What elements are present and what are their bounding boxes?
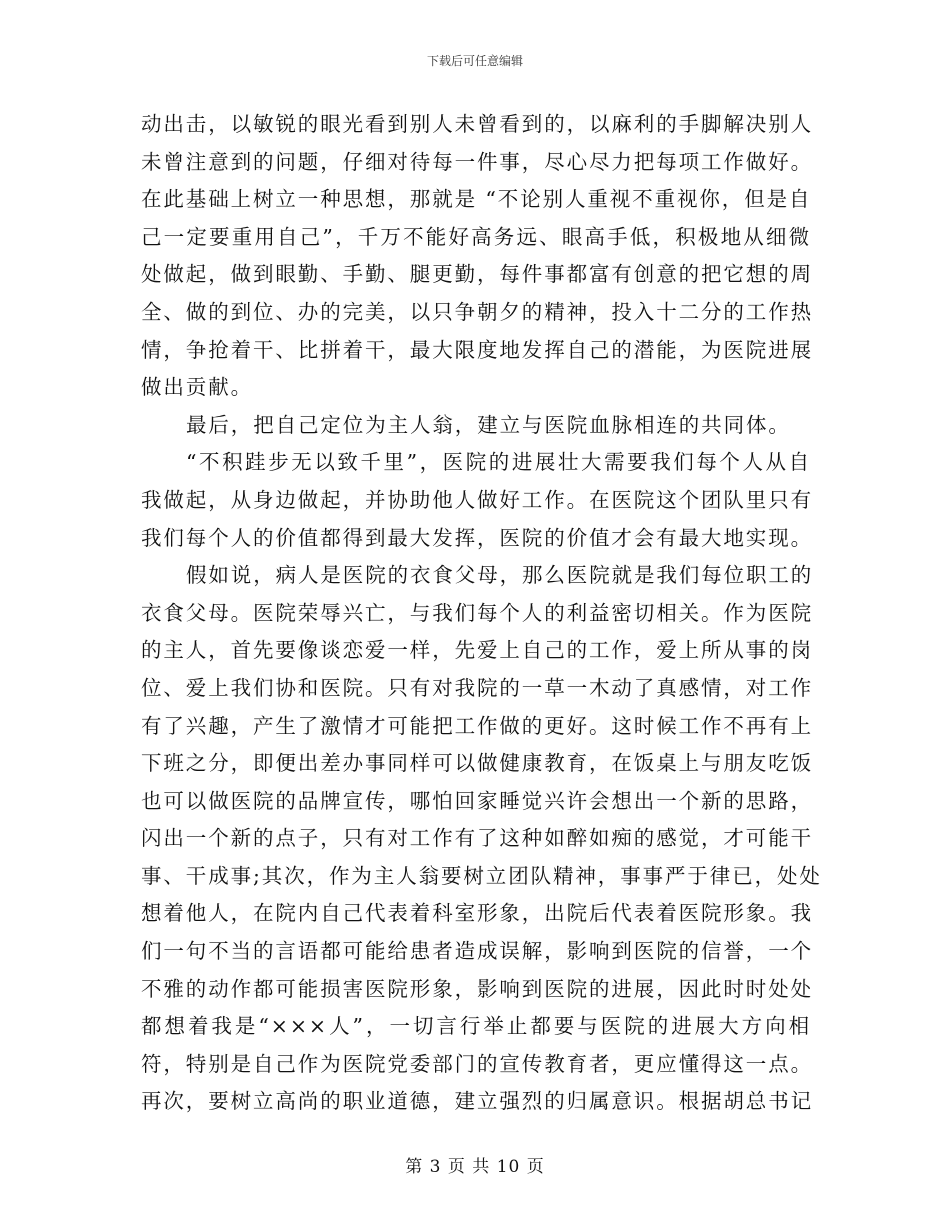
document-body — [141, 106, 822, 1121]
text-line: 符，特别是自己作为医院党委部门的宣传教育者，更应懂得这一点。 — [141, 1051, 813, 1076]
text-line: 有了兴趣，产生了激情才可能把工作做的更好。这时候工作不再有上 — [141, 713, 813, 738]
page-footer: 第 3 页 共 10 页 — [405, 1157, 545, 1177]
text-line: 最后，把自己定位为主人翁，建立与医院血脉相连的共同体。 — [186, 412, 791, 437]
text-line: 下班之分，即便出差办事同样可以做健康教育，在饭桌上与朋友吃饭 — [141, 751, 813, 776]
text-line: 不雅的动作都可能损害医院形象，影响到医院的进展，因此时时处处 — [141, 976, 813, 1001]
text-line: 的主人，首先要像谈恋爱一样，先爱上自己的工作，爱上所从事的岗 — [141, 638, 813, 663]
text-line: 我做起，从身边做起，并协助他人做好工作。在医院这个团队里只有 — [141, 487, 813, 512]
text-line: 情，争抢着干、比拼着干，最大限度地发挥自己的潜能，为医院进展 — [141, 337, 813, 362]
text-line: 闪出一个新的点子，只有对工作有了这种如醉如痴的感觉，才可能干 — [141, 826, 813, 851]
text-line: 位、爱上我们协和医院。只有对我院的一草一木动了真感情，对工作 — [141, 675, 813, 700]
text-line: 处做起，做到眼勤、手勤、腿更勤，每件事都富有创意的把它想的周 — [141, 262, 813, 287]
text-line: 事、干成事;其次，作为主人翁要树立团队精神，事事严于律已，处处 — [141, 863, 822, 888]
page-header: 下载后可任意编辑 — [426, 54, 523, 68]
text-line: “不积跬步无以致千里”，医院的进展壮大需要我们每个人从自 — [186, 450, 811, 475]
text-line: 都想着我是“×××人”，一切言行举止都要与医院的进展大方向相 — [141, 1014, 811, 1039]
text-line: 假如说，病人是医院的衣食父母，那么医院就是我们每位职工的 — [186, 563, 814, 588]
text-line: 们一句不当的言语都可能给患者造成误解，影响到医院的信誉，一个 — [141, 939, 813, 964]
text-line: 己一定要重用自己”，千万不能好高务远、眼高手低，积极地从细微 — [141, 224, 811, 249]
text-line: 也可以做医院的品牌宣传，哪怕回家睡觉兴许会想出一个新的思路， — [141, 788, 813, 813]
text-line: 做出贡献。 — [141, 375, 253, 400]
text-line: 在此基础上树立一种思想，那就是 “不论别人重视不重视你，但是自 — [141, 187, 812, 212]
text-line: 全、做的到位、办的完美，以只争朝夕的精神，投入十二分的工作热 — [141, 299, 813, 324]
text-line: 想着他人，在院内自己代表着科室形象，出院后代表着医院形象。我 — [141, 901, 813, 926]
text-line: 我们每个人的价值都得到最大发挥，医院的价值才会有最大地实现。 — [141, 525, 813, 550]
text-line: 动出击，以敏锐的眼光看到别人未曾看到的，以麻利的手脚解决别人 — [141, 112, 813, 136]
text-line: 未曾注意到的问题，仔细对待每一件事，尽心尽力把每项工作做好。 — [141, 149, 813, 174]
text-line: 再次，要树立高尚的职业道德，建立强烈的归属意识。根据胡总书记 — [141, 1089, 813, 1114]
text-line: 衣食父母。医院荣辱兴亡，与我们每个人的利益密切相关。作为医院 — [141, 600, 813, 625]
